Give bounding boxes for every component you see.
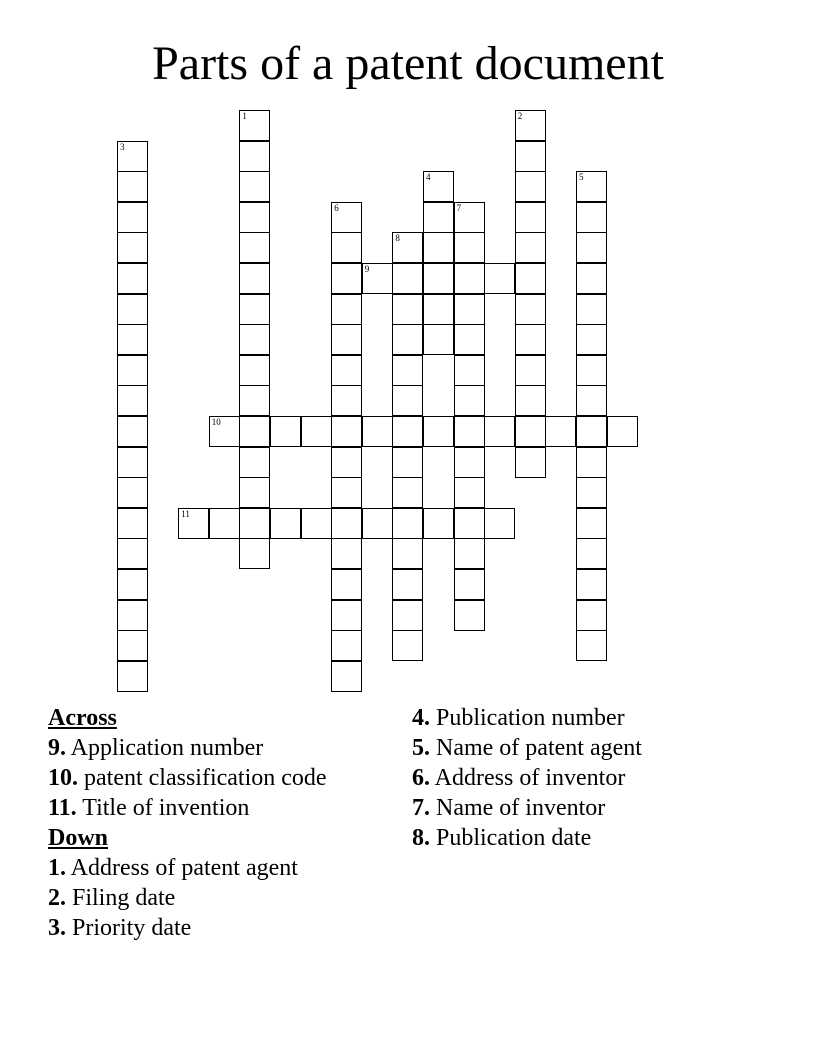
grid-cell[interactable] (331, 202, 362, 233)
clue-item-number: 7. (412, 795, 430, 821)
grid-cell[interactable] (454, 202, 485, 233)
grid-cell[interactable] (117, 416, 148, 447)
grid-cell[interactable] (576, 447, 607, 478)
clue-item (48, 793, 327, 823)
clue-item (412, 793, 642, 823)
clue-item-text: Address of inventor (430, 765, 626, 791)
clue-item-number: 8. (412, 825, 430, 851)
grid-cell[interactable] (484, 263, 515, 294)
down-clue-list-continued (412, 703, 642, 853)
grid-cell[interactable] (576, 600, 607, 631)
grid-cell[interactable] (239, 141, 270, 172)
grid-cell[interactable] (117, 385, 148, 416)
grid-cell[interactable] (239, 110, 270, 141)
grid-cell[interactable] (515, 416, 546, 447)
grid-cell[interactable] (117, 447, 148, 478)
grid-cell[interactable] (117, 232, 148, 263)
grid-cell[interactable] (239, 447, 270, 478)
grid-cell[interactable] (117, 508, 148, 539)
grid-cell[interactable] (576, 508, 607, 539)
grid-cell[interactable] (423, 416, 454, 447)
clue-item (48, 883, 327, 913)
clue-item-number: 10. (48, 765, 78, 791)
clue-number: 5 (579, 172, 584, 183)
clue-item-text: Filing date (66, 885, 176, 911)
grid-cell[interactable] (331, 385, 362, 416)
clue-item-text: Publication date (430, 825, 592, 851)
clue-item-text: Name of patent agent (430, 735, 642, 761)
grid-cell[interactable] (454, 324, 485, 355)
grid-cell[interactable] (515, 447, 546, 478)
grid-cell[interactable] (484, 508, 515, 539)
grid-cell[interactable] (117, 202, 148, 233)
grid-cell[interactable] (392, 324, 423, 355)
grid-cell[interactable] (454, 263, 485, 294)
grid-cell[interactable] (117, 141, 148, 172)
grid-cell[interactable] (423, 171, 454, 202)
grid-cell[interactable] (607, 416, 638, 447)
grid-cell[interactable] (454, 569, 485, 600)
grid-cell[interactable] (576, 324, 607, 355)
grid-cell[interactable] (515, 232, 546, 263)
grid-cell[interactable] (392, 508, 423, 539)
clue-item-number: 11. (48, 795, 77, 821)
grid-cell[interactable] (331, 416, 362, 447)
clue-number: 4 (426, 172, 431, 183)
grid-cell[interactable] (576, 294, 607, 325)
grid-cell[interactable] (392, 416, 423, 447)
grid-cell[interactable] (362, 416, 393, 447)
grid-cell[interactable] (331, 569, 362, 600)
grid-cell[interactable] (239, 508, 270, 539)
grid-cell[interactable] (576, 232, 607, 263)
grid-cell[interactable] (454, 477, 485, 508)
grid-cell[interactable] (515, 171, 546, 202)
grid-cell[interactable] (392, 538, 423, 569)
grid-cell[interactable] (423, 232, 454, 263)
clue-number: 9 (364, 264, 370, 274)
down-clue-list (48, 853, 327, 943)
grid-cell[interactable] (362, 508, 393, 539)
grid-cell[interactable] (515, 324, 546, 355)
clue-item-text: Address of patent agent (66, 855, 298, 881)
grid-cell[interactable] (239, 202, 270, 233)
clue-item-number: 6. (412, 765, 430, 791)
grid-cell[interactable] (454, 385, 485, 416)
grid-cell[interactable] (515, 385, 546, 416)
clue-item (48, 853, 327, 883)
grid-cell[interactable] (239, 171, 270, 202)
grid-cell[interactable] (331, 477, 362, 508)
grid-cell[interactable] (392, 294, 423, 325)
grid-cell[interactable] (117, 355, 148, 386)
grid-cell[interactable] (515, 202, 546, 233)
grid-cell[interactable] (576, 171, 607, 202)
grid-cell[interactable] (392, 385, 423, 416)
grid-cell[interactable] (117, 538, 148, 569)
clue-item (48, 733, 327, 763)
grid-cell[interactable] (239, 385, 270, 416)
grid-cell[interactable] (117, 630, 148, 661)
clue-item-number: 9. (48, 735, 66, 761)
clue-number: 6 (334, 202, 339, 213)
grid-cell[interactable] (576, 263, 607, 294)
grid-cell[interactable] (423, 508, 454, 539)
grid-cell[interactable] (392, 263, 423, 294)
clue-number: 7 (456, 202, 462, 213)
grid-cell[interactable] (331, 538, 362, 569)
grid-cell[interactable] (117, 263, 148, 294)
clue-number: 3 (120, 141, 125, 152)
grid-cell[interactable] (209, 416, 240, 447)
grid-cell[interactable] (331, 661, 362, 692)
grid-cell[interactable] (515, 110, 546, 141)
grid-cell[interactable] (331, 355, 362, 386)
clue-item (48, 763, 327, 793)
grid-cell[interactable] (117, 477, 148, 508)
grid-cell[interactable] (117, 600, 148, 631)
clue-item-text: Name of inventor (430, 795, 606, 821)
grid-cell[interactable] (362, 263, 393, 294)
grid-cell[interactable] (331, 630, 362, 661)
grid-cell[interactable] (239, 416, 270, 447)
grid-cell[interactable] (454, 600, 485, 631)
grid-cell[interactable] (392, 600, 423, 631)
grid-cell[interactable] (331, 324, 362, 355)
clue-item-number: 1. (48, 855, 66, 881)
grid-cell[interactable] (576, 355, 607, 386)
clue-number: 10 (211, 417, 221, 427)
grid-cell[interactable] (331, 232, 362, 263)
clue-item-text: patent classification code (78, 765, 327, 791)
grid-cell[interactable] (331, 263, 362, 294)
grid-cell[interactable] (239, 232, 270, 263)
grid-cell[interactable] (576, 538, 607, 569)
grid-cell[interactable] (454, 416, 485, 447)
clue-item-number: 3. (48, 915, 66, 941)
grid-cell[interactable] (178, 508, 209, 539)
clue-number: 2 (517, 111, 523, 121)
grid-cell[interactable] (392, 630, 423, 661)
clues-column-right (412, 703, 642, 853)
grid-cell[interactable] (515, 294, 546, 325)
grid-cell[interactable] (576, 202, 607, 233)
clue-item-text: Title of invention (76, 795, 250, 821)
clue-item (412, 703, 642, 733)
grid-cell[interactable] (423, 263, 454, 294)
clue-item (412, 733, 642, 763)
grid-cell[interactable] (331, 600, 362, 631)
page-title: Parts of a patent document (152, 37, 664, 90)
grid-cell[interactable] (117, 661, 148, 692)
grid-cell[interactable] (239, 538, 270, 569)
grid-cell[interactable] (392, 569, 423, 600)
clue-item-number: 2. (48, 885, 66, 911)
clues-column-left (48, 703, 327, 943)
grid-cell[interactable] (239, 477, 270, 508)
grid-cell[interactable] (239, 324, 270, 355)
grid-cell[interactable] (239, 294, 270, 325)
clue-item-text: Application number (66, 735, 264, 761)
grid-cell[interactable] (423, 294, 454, 325)
across-clue-list (48, 733, 327, 823)
grid-cell[interactable] (423, 202, 454, 233)
grid-cell[interactable] (576, 569, 607, 600)
grid-cell[interactable] (454, 355, 485, 386)
clue-item (412, 823, 642, 853)
clue-item (412, 763, 642, 793)
grid-cell[interactable] (301, 508, 332, 539)
grid-cell[interactable] (423, 324, 454, 355)
grid-cell[interactable] (239, 355, 270, 386)
grid-cell[interactable] (454, 538, 485, 569)
across-heading: Across (48, 705, 117, 731)
grid-cell[interactable] (515, 263, 546, 294)
clue-number: 1 (242, 111, 247, 121)
down-heading: Down (48, 825, 109, 851)
clue-item-number: 4. (412, 705, 430, 731)
grid-cell[interactable] (545, 416, 576, 447)
grid-cell[interactable] (454, 508, 485, 539)
grid-cell[interactable] (392, 232, 423, 263)
grid-cell[interactable] (270, 508, 301, 539)
grid-cell[interactable] (392, 477, 423, 508)
grid-cell[interactable] (239, 263, 270, 294)
grid-cell[interactable] (515, 355, 546, 386)
grid-cell[interactable] (454, 294, 485, 325)
grid-cell[interactable] (301, 416, 332, 447)
grid-cell[interactable] (117, 569, 148, 600)
grid-cell[interactable] (117, 171, 148, 202)
grid-cell[interactable] (454, 447, 485, 478)
grid-cell[interactable] (331, 294, 362, 325)
grid-cell[interactable] (209, 508, 240, 539)
grid-cell[interactable] (454, 232, 485, 263)
clue-item-text: Publication number (430, 705, 625, 731)
clue-item (48, 913, 327, 943)
grid-cell[interactable] (392, 355, 423, 386)
grid-cell[interactable] (270, 416, 301, 447)
clue-item-number: 5. (412, 735, 430, 761)
grid-cell[interactable] (576, 477, 607, 508)
clue-number: 8 (395, 233, 400, 244)
grid-cell[interactable] (117, 324, 148, 355)
grid-cell[interactable] (515, 141, 546, 172)
grid-cell[interactable] (484, 416, 515, 447)
clue-item-text: Priority date (66, 915, 192, 941)
grid-cell[interactable] (331, 508, 362, 539)
grid-cell[interactable] (576, 416, 607, 447)
clue-number: 11 (181, 508, 190, 519)
grid-cell[interactable] (392, 447, 423, 478)
grid-cell[interactable] (576, 385, 607, 416)
grid-cell[interactable] (576, 630, 607, 661)
grid-cell[interactable] (117, 294, 148, 325)
grid-cell[interactable] (331, 447, 362, 478)
